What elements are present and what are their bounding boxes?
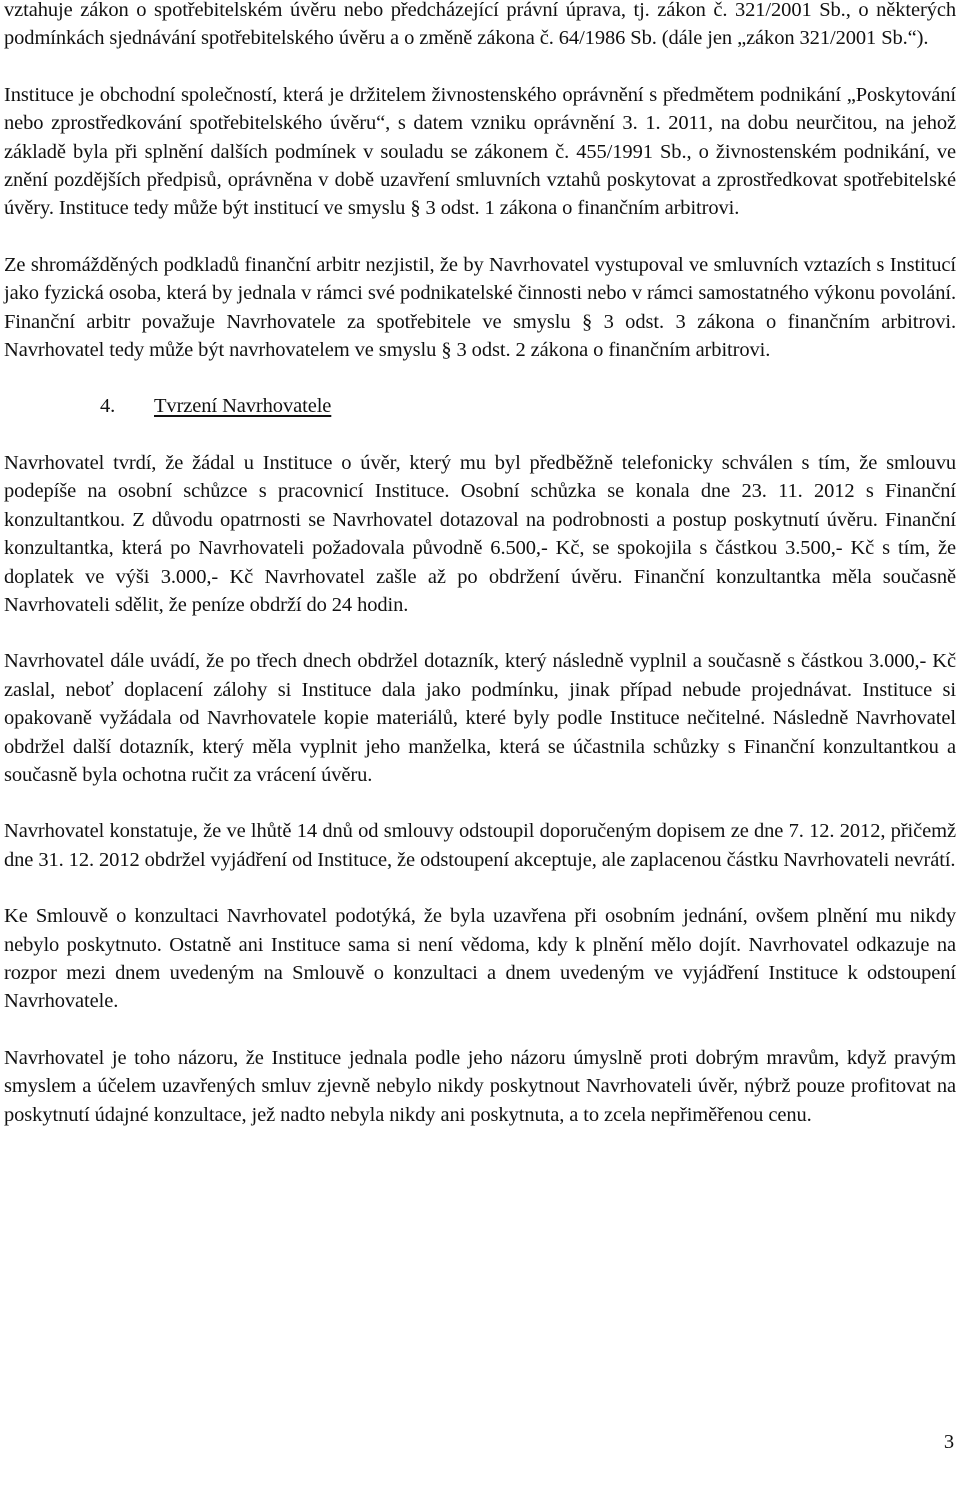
paragraph-zadost-o-uver: Navrhovatel tvrdí, že žádal u Instituce o úvěr, který mu byl předběžně telefonicky schválen s tím, že smlouvu podepíše na osobní schůzce s pracovnicí Instituce. Osobní schůzka se konala dne 23. 11. 2012 s Finanční konzultantkou. Z důvodu opatrnosti se Navrhovatel dotazoval na podrobnosti a postup poskytnutí úvěru. Finanční konzultantka, která po Navrhovateli požadovala původně 6.500,- Kč, se spokojila s částkou 3.500,- Kč s tím, že doplatek ve výši 3.000,- Kč Navrhovatel zašle až po obdržení úvěru. Finanční konzultantka měla současně Navrhovateli sdělit, že peníze obdrží do 24 hodin. [4,451,956,616]
page-number: 3 [943,1431,954,1453]
section-number: 4. [100,395,116,418]
paragraph-smlouva-o-konzultaci: Ke Smlouvě o konzultaci Navrhovatel podotýká, že byla uzavřena při osobním jednání, ovšem plnění mu nikdy nebylo poskytnuto. Ostatně ani Instituce sama si není vědoma, kdy k plnění mělo dojít. Navrhovatel odkazuje na rozpor mezi dnem uvedeným na Smlouvě o konzultaci a dnem uvedeným ve vyjádření Instituce k odstoupení Navrhovatele. [4,905,956,1013]
paragraph-dotaznik: Navrhovatel dále uvádí, že po třech dnech obdržel dotazník, který následně vyplnil a současně s částkou 3.000,- Kč zaslal, neboť doplacení zálohy si Instituce dala jako podmínku, jinak případ nebude projednávat. Instituce si opakovaně vyžádala od Navrhovatele kopie materiálů, které byly podle Instituce nečitelné. Následně Navrhovatel obdržel další dotazník, který měla vyplnit jeho manželka, která se účastnila schůzky s Finanční konzultantkou a současně byla ochotna ručit za vrácení úvěru. [4,650,956,786]
paragraph-zakon-321: vztahuje zákon o spotřebitelském úvěru nebo předcházející právní úprava, tj. zákon č. 321/2001 Sb., o některých podmínkách sjednávání spotřebitelského úvěru a o změně zákona č. 64/1986 Sb. (dále jen „zákon 321/2001 Sb.“). [4,0,956,50]
paragraph-odstoupeni: Navrhovatel konstatuje, že ve lhůtě 14 dnů od smlouvy odstoupil doporučeným dopisem ze dne 7. 12. 2012, přičemž dne 31. 12. 2012 obdržel vyjádření od Instituce, že odstoupení akceptuje, ale zaplacenou částku Navrhovateli nevrátí. [4,820,956,871]
section-heading [4,392,956,420]
paragraph-instituce: Instituce je obchodní společností, která je držitelem živnostenského oprávnění s předmětem podnikání „Poskytování nebo zprostředkování spotřebitelského úvěru“, s datem vzniku oprávnění 3. 1. 2011, na dobu neurčitou, na jehož základě byla při splnění dalších podmínek v souladu se zákonem č. 455/1991 Sb., o živnostenském podnikání, ve znění pozdějších předpisů, oprávněna v době uzavření smluvních vztahů poskytovat a zprostředkovat spotřebitelské úvěry. Instituce tedy může být institucí ve smyslu § 3 odst. 1 zákona o finančním arbitrovi. [4,83,956,220]
paragraph-spotrebitel: Ze shromážděných podkladů finanční arbitr nezjistil, že by Navrhovatel vystupoval ve smluvních vztazích s Institucí jako fyzická osoba, která by jednala v rámci své podnikatelské činnosti nebo v rámci samostatného výkonu povolání. Finanční arbitr považuje Navrhovatele za spotřebitele ve smyslu § 3 odst. 3 zákona o finančním arbitrovi. Navrhovatel tedy může být navrhovatelem ve smyslu § 3 odst. 2 zákona o finančním arbitrovi. [4,253,956,362]
document-body [4,0,956,1157]
paragraph-dobre-mravy: Navrhovatel je toho názoru, že Instituce jednala podle jeho názoru úmyslně proti dobrým mravům, když pravým smyslem a účelem uzavřených smluv zjevně nebylo nikdy poskytnout Navrhovateli úvěr, nýbrž pouze profitovat na poskytnutí údajné konzultace, jež nadto nebyla nikdy ani poskytnuta, a to zcela nepřiměřenou cenu. [4,1046,956,1126]
section-title: Tvrzení Navrhovatele [154,395,332,418]
